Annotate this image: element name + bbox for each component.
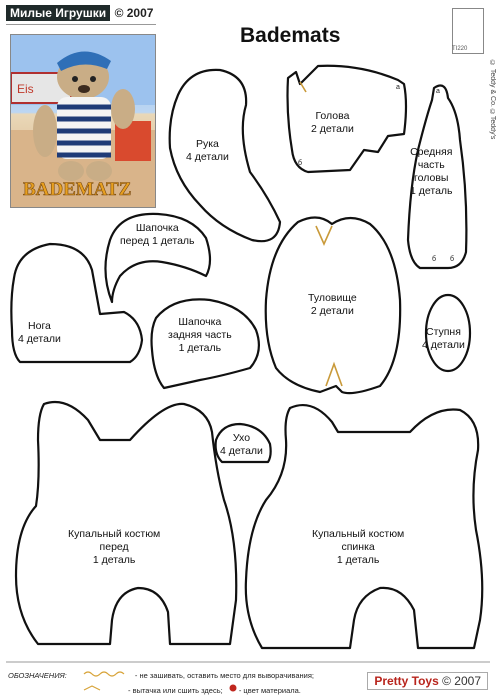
dart-golova [300,82,306,92]
piece-ruka-label [186,138,229,164]
piece-kost-per-outline [16,402,236,644]
legend-item-dart: - вытачка или сшить здесь; [128,686,223,695]
piece-name: Купальный костюм [312,528,405,540]
piece-count: 4 детали [422,339,465,351]
piece-shap-per-label [120,222,195,248]
piece-name-2: часть [417,159,445,171]
piece-name-2: задняя часть [168,329,232,341]
legend-label: ОБОЗНАЧЕНИЯ: [8,671,67,680]
piece-name: Нога [28,320,51,332]
footer-year: © 2007 [442,674,481,688]
piece-name-2: перед [99,541,129,553]
piece-kost-spin-label [312,528,404,567]
footer-brand [367,672,488,690]
piece-count: перед 1 деталь [120,235,195,247]
piece-count: 4 детали [186,151,229,163]
piece-kost-per-label [68,528,160,567]
piece-count: 1 деталь [336,554,380,566]
piece-name: Шапочка [178,316,222,328]
page-title: Bademats [240,24,341,47]
legend-item-color: - цвет материала. [238,686,301,695]
mark-b-golova: б [298,160,303,167]
piece-count: 2 детали [311,123,354,135]
mark-a-golova: а [396,84,400,91]
piece-name: Голова [315,110,350,122]
piece-noga-label [18,320,61,346]
piece-stupnya-label [422,326,465,352]
legend-item-opening: - не зашивать, оставить место для выворачивания; [134,671,314,680]
mark-b-sredn-left: б [432,256,437,263]
piece-name-2: спинка [341,541,375,553]
piece-name: Купальный костюм [68,528,161,540]
legend [8,671,314,695]
piece-shap-zad-label [168,316,232,355]
dart-tulov-top [316,226,332,244]
mark-b-sredn-right: б [450,256,455,263]
piece-name: Ступня [425,326,461,338]
piece-uho-label [220,432,263,458]
brand-name: Милые Игрушки [6,5,110,21]
piece-name: Ухо [232,432,251,444]
sign-text: Eis [17,82,34,96]
brand-copyright: © 2007 [114,6,154,20]
piece-count: 1 деталь [410,185,453,197]
piece-name: Рука [195,138,219,150]
piece-name: Шапочка [135,222,179,234]
piece-count: 1 деталь [178,342,222,354]
piece-name: Средняя [410,146,453,158]
piece-sredn-label [410,146,453,198]
piece-tulov-label [308,292,357,318]
cover-logo: BADEMATZ [23,179,132,200]
side-copyright: © Teddy & Co. ©Teddy's [489,60,496,140]
piece-name: Туловище [308,292,357,304]
code-number: TI220 [452,46,468,52]
piece-count: 4 детали [220,445,263,457]
piece-count: 1 деталь [92,554,136,566]
mark-a-sredn: а [436,88,440,95]
dart-tulov-bottom [326,364,342,386]
piece-count: 4 детали [18,333,61,345]
piece-count: 2 детали [310,305,354,317]
footer-brand-name: Pretty Toys [374,674,439,688]
piece-name-3: головы [414,172,449,184]
piece-golova-label [311,110,354,136]
piece-kost-spin-outline [246,405,482,648]
